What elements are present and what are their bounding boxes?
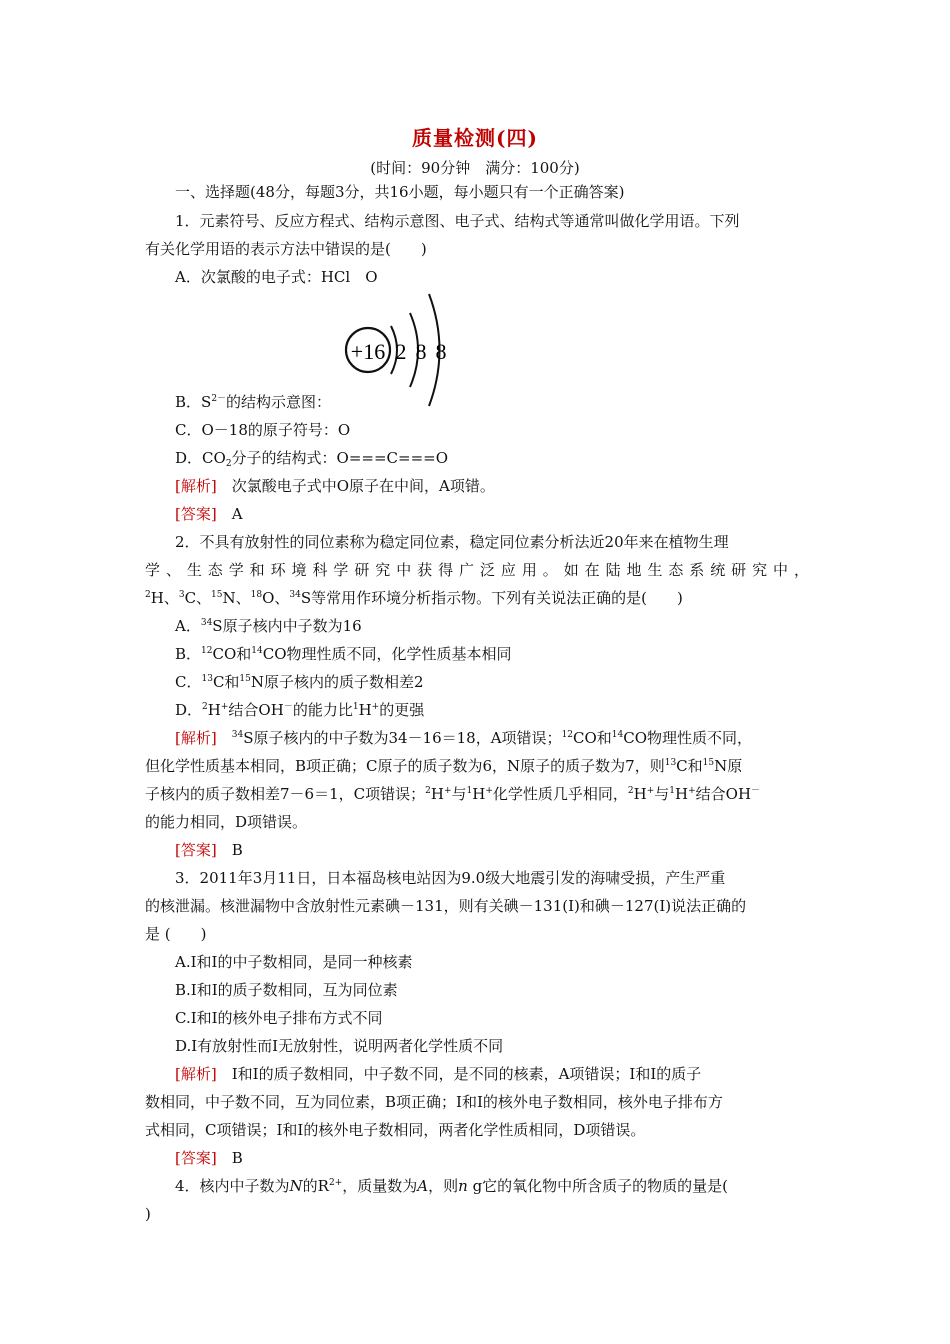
q2-answer: [答案] B bbox=[175, 841, 243, 859]
shell-1-electrons: 2 bbox=[395, 339, 407, 364]
shell-3-electrons: 8 bbox=[435, 339, 447, 364]
q2-option-b: B．$^{12}$CO和$^{14}$CO物理性质不同，化学性质基本相同 bbox=[175, 645, 512, 663]
section-heading: 一、选择题(48分，每题3分，共16小题，每小题只有一个正确答案) bbox=[175, 183, 625, 201]
q1-stem-line1: 1．元素符号、反应方程式、结构示意图、电子式、结构式等通常叫做化学用语。下列 bbox=[175, 212, 740, 230]
q2-stem-line3: $^2$H、$^3$C、$^{15}$N、$^{18}$O、$^{34}$S等常用作环境分析指示物。下列有关说法正确的是( ) bbox=[145, 589, 683, 607]
q2-analysis-line1: [解析] $^{34}$S原子核内的中子数为34－16＝18，A项错误；$^{12}$CO和$^{14}$CO物理性质不同， bbox=[175, 729, 753, 747]
q2-option-c: C．$^{13}$C和$^{15}$N原子核内的质子数相差2 bbox=[175, 673, 424, 691]
q2-analysis-line4: 的能力相同，D项错误。 bbox=[145, 813, 308, 831]
q2-stem-line2: 学、生态学和环境科学研究中获得广泛应用。如在陆地生态系统研究中， bbox=[145, 561, 809, 579]
q1-answer: [答案] A bbox=[175, 505, 243, 523]
q3-option-c: C.I和I的核外电子排布方式不同 bbox=[175, 1009, 383, 1027]
q3-analysis-line3: 式相同，C项错误；I和I的核外电子数相同，两者化学性质相同，D项错误。 bbox=[145, 1121, 646, 1139]
q3-stem-line2: 的核泄漏。核泄漏物中含放射性元素碘－131，则有关碘－131(I)和碘－127(I)说法正确的 bbox=[145, 897, 747, 915]
q3-option-d: D.I有放射性而I无放射性，说明两者化学性质不同 bbox=[175, 1037, 504, 1055]
q2-analysis-line2: 但化学性质基本相同，B项正确；C原子的质子数为6，N原子的质子数为7，则$^{13}$C和$^{15}$N原 bbox=[145, 757, 743, 775]
q2-option-d: D．$^2$H+结合OH－的能力比$^1$H+的更强 bbox=[175, 701, 425, 719]
q3-option-b: B.I和I的质子数相同，互为同位素 bbox=[175, 981, 398, 999]
q3-answer: [答案] B bbox=[175, 1149, 243, 1167]
q3-stem-line1: 3．2011年3月11日，日本福岛核电站因为9.0级大地震引发的海啸受损，产生严重 bbox=[175, 869, 726, 887]
q2-option-a: A．$^{34}$S原子核内中子数为16 bbox=[175, 617, 362, 635]
q1-option-c: C．O－18的原子符号：O bbox=[175, 421, 351, 439]
page-title: 质量检测(四) bbox=[412, 126, 538, 150]
q1-option-d: D．$CO_2$分子的结构式：O===C===O bbox=[175, 449, 449, 469]
page-subtitle: (时间：90分钟 满分：100分) bbox=[370, 159, 580, 177]
shell-2-electrons: 8 bbox=[415, 339, 427, 364]
q1-stem-line2: 有关化学用语的表示方法中错误的是( ) bbox=[145, 240, 427, 258]
q2-stem-line1: 2．不具有放射性的同位素称为稳定同位素，稳定同位素分析法近20年来在植物生理 bbox=[175, 533, 729, 551]
q3-analysis-line2: 数相同，中子数不同，互为同位素，B项正确；I和I的核外电子数相同，核外电子排布方 bbox=[145, 1093, 723, 1111]
q3-analysis-line1: [解析] I和I的质子数相同，中子数不同，是不同的核素，A项错误；I和I的质子 bbox=[175, 1065, 702, 1083]
q1-option-b: B．$S^{2-}$的结构示意图： bbox=[175, 393, 332, 411]
q3-stem-line3: 是 ( ) bbox=[145, 925, 207, 943]
nucleus-charge: +16 bbox=[350, 339, 386, 364]
q3-option-a: A.I和I的中子数相同，是同一种核素 bbox=[175, 953, 413, 971]
q1-option-a: A．次氯酸的电子式：HCl O bbox=[175, 268, 378, 286]
q1-analysis: [解析] 次氯酸电子式中O原子在中间，A项错。 bbox=[175, 477, 495, 495]
q2-analysis-line3: 子核内的质子数相差7－6＝1，C项错误；$^2$H+与$^1$H+化学性质几乎相同，$^2$H+与$^1$H+结合OH－ bbox=[145, 785, 761, 803]
q4-stem-line2: ) bbox=[145, 1205, 151, 1223]
q4-stem-line1: 4．核内中子数为N的$R^{2+}$，质量数为A，则n g它的氧化物中所含质子的物质的量是( bbox=[175, 1177, 729, 1195]
